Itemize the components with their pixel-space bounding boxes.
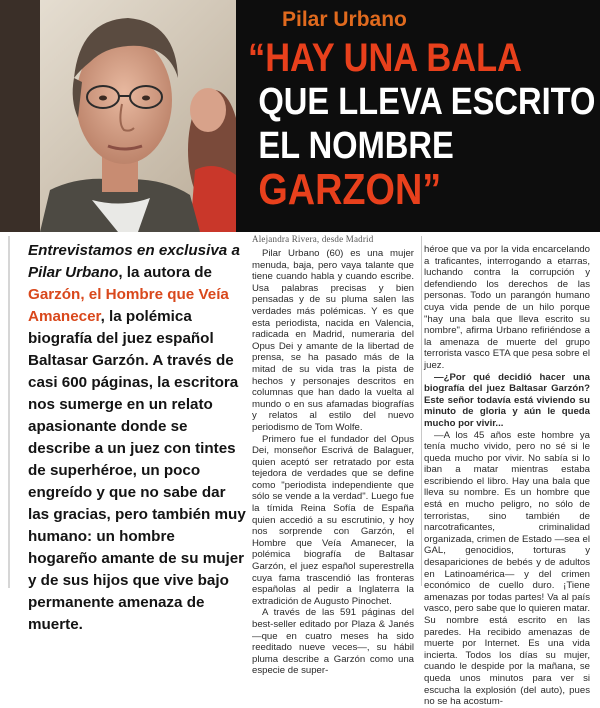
left-margin-rule [8,236,10,588]
book-title: Garzón, el Hombre que Veía Amanecer [28,286,229,325]
byline: Pilar Urbano [282,8,407,31]
column-3 [424,244,590,708]
headline [248,36,596,214]
portrait-photo [0,0,236,232]
column-2-paragraph: Pilar Urbano (60) es una mujer menuda, baja, pero vaya talante que tiene cuando habla y cuando escribe. Usa palabras precisas y bien pensadas y de su pluma salen las verdades más polémicas. Y es que esta periodista, nacida en Valencia, radicada en Madrid, numeraria del Opus Dei y amante de la libertad de prensa, se ha pasado más de la mitad de su vida tras la pista de hechos y personajes descritos en columnas que han dado la vuelta al mundo o en sus afamadas biografías y relatos al estilo del nuevo periodismo de Tom Wolfe. [252,248,414,433]
column-2-paragraph: A través de las 591 páginas del best-seller editado por Plaza & Janés —que en cuatro meses ha sido reeditado nueve veces—, su hábil pluma describe a Garzón como una especie de super- [252,607,414,677]
portrait-illustration [0,0,236,232]
column-divider [421,236,422,586]
lead-connector: , la autora de [118,264,212,281]
headline-line-2: QUE LLEVA ESCRITO [258,81,596,123]
header-band [0,0,600,232]
headline-line-1: “HAY UNA BALA [248,36,522,80]
column-3-paragraph: héroe que va por la vida encarcelando a traficantes, interrogando a etarras, luchando contra la corrupción y defendiendo los derechos de las personas. Todo un parangón humano cuya vida pende de un hilo porque "hay una bala que lleva escrito su nombre", afirma Urbano refiriéndose a la amenaza de muerte del grupo terrorista vasco ETA que pesa sobre el juez. [424,244,590,371]
headline-line-4: GARZON” [258,165,442,214]
column-2 [252,248,414,677]
headline-line-3: EL NOMBRE [258,125,454,167]
lead-intro: Entrevistamos en exclusiva a Pilar Urbano [28,242,240,281]
column-3-answer: —A los 45 años este hombre ya tenía mucho vivido, pero no sé si le queda mucho por vivir. No sabía si lo iban a matar mientras estaba escribiendo el libro. Hay una bala que lleva su nombre. Es un hombre que está en mucho peligro, no sólo de terroristas, sino también de narcotraficantes, criminalidad organizada, crimen de Estado —sea el GAL, genocidios, torturas y desapariciones de bebés y de adultos en Latinoamérica— y del crimen económico de cuello duro. ¡Tiene amenazas por todas partes! Va al país vasco, pero sabe que lo quieren matar. Su nombre está escrito en las paredes. Ha recibido amenazas de muerte por Internet. Es una vida incierta. Todos los días su mujer, cuando le despide por la mañana, se queda unos minutos para ver si escucha la explosión (del auto), pues no se ha acostum- [424,429,590,708]
interview-question: —¿Por qué decidió hacer una biografía del juez Baltasar Garzón? Este señor todavía está viviendo su minuto de gloria y aún le queda mucho por vivir... [424,371,590,429]
column-2-paragraph: Primero fue el fundador del Opus Dei, monseñor Escrivá de Balaguer, quien aceptó ser retratado por esta tejedora de verdades que se define como "periodista independiente que sólo se vende a la verdad". Luego fue la tímida Reina Sofía de España quien accedió a su escrutinio, y hoy nos sorprende con Garzón, el Hombre que Veía Amanecer, la polémica biografía de Baltasar Garzón, el juez español superestrella cuya fama trascendió las fronteras españolas al pedir a Inglaterra la extradición de Augusto Pinochet. [252,433,414,607]
lead-paragraph [28,240,246,636]
author-line: Alejandra Rivera, desde Madrid [252,234,374,244]
lead-body: , la polémica biografía del juez español Baltasar Garzón. A través de casi 600 páginas, la escritora nos sumerge en un relato apasionante donde se describe a un juez con tintes de superhéroe, un poco engreído y que no sabe dar las gracias, pero también muy humano: un hombre hogareño amante de su mujer y de sus hijos que vive bajo permanente amenaza de muerte. [28,308,246,633]
